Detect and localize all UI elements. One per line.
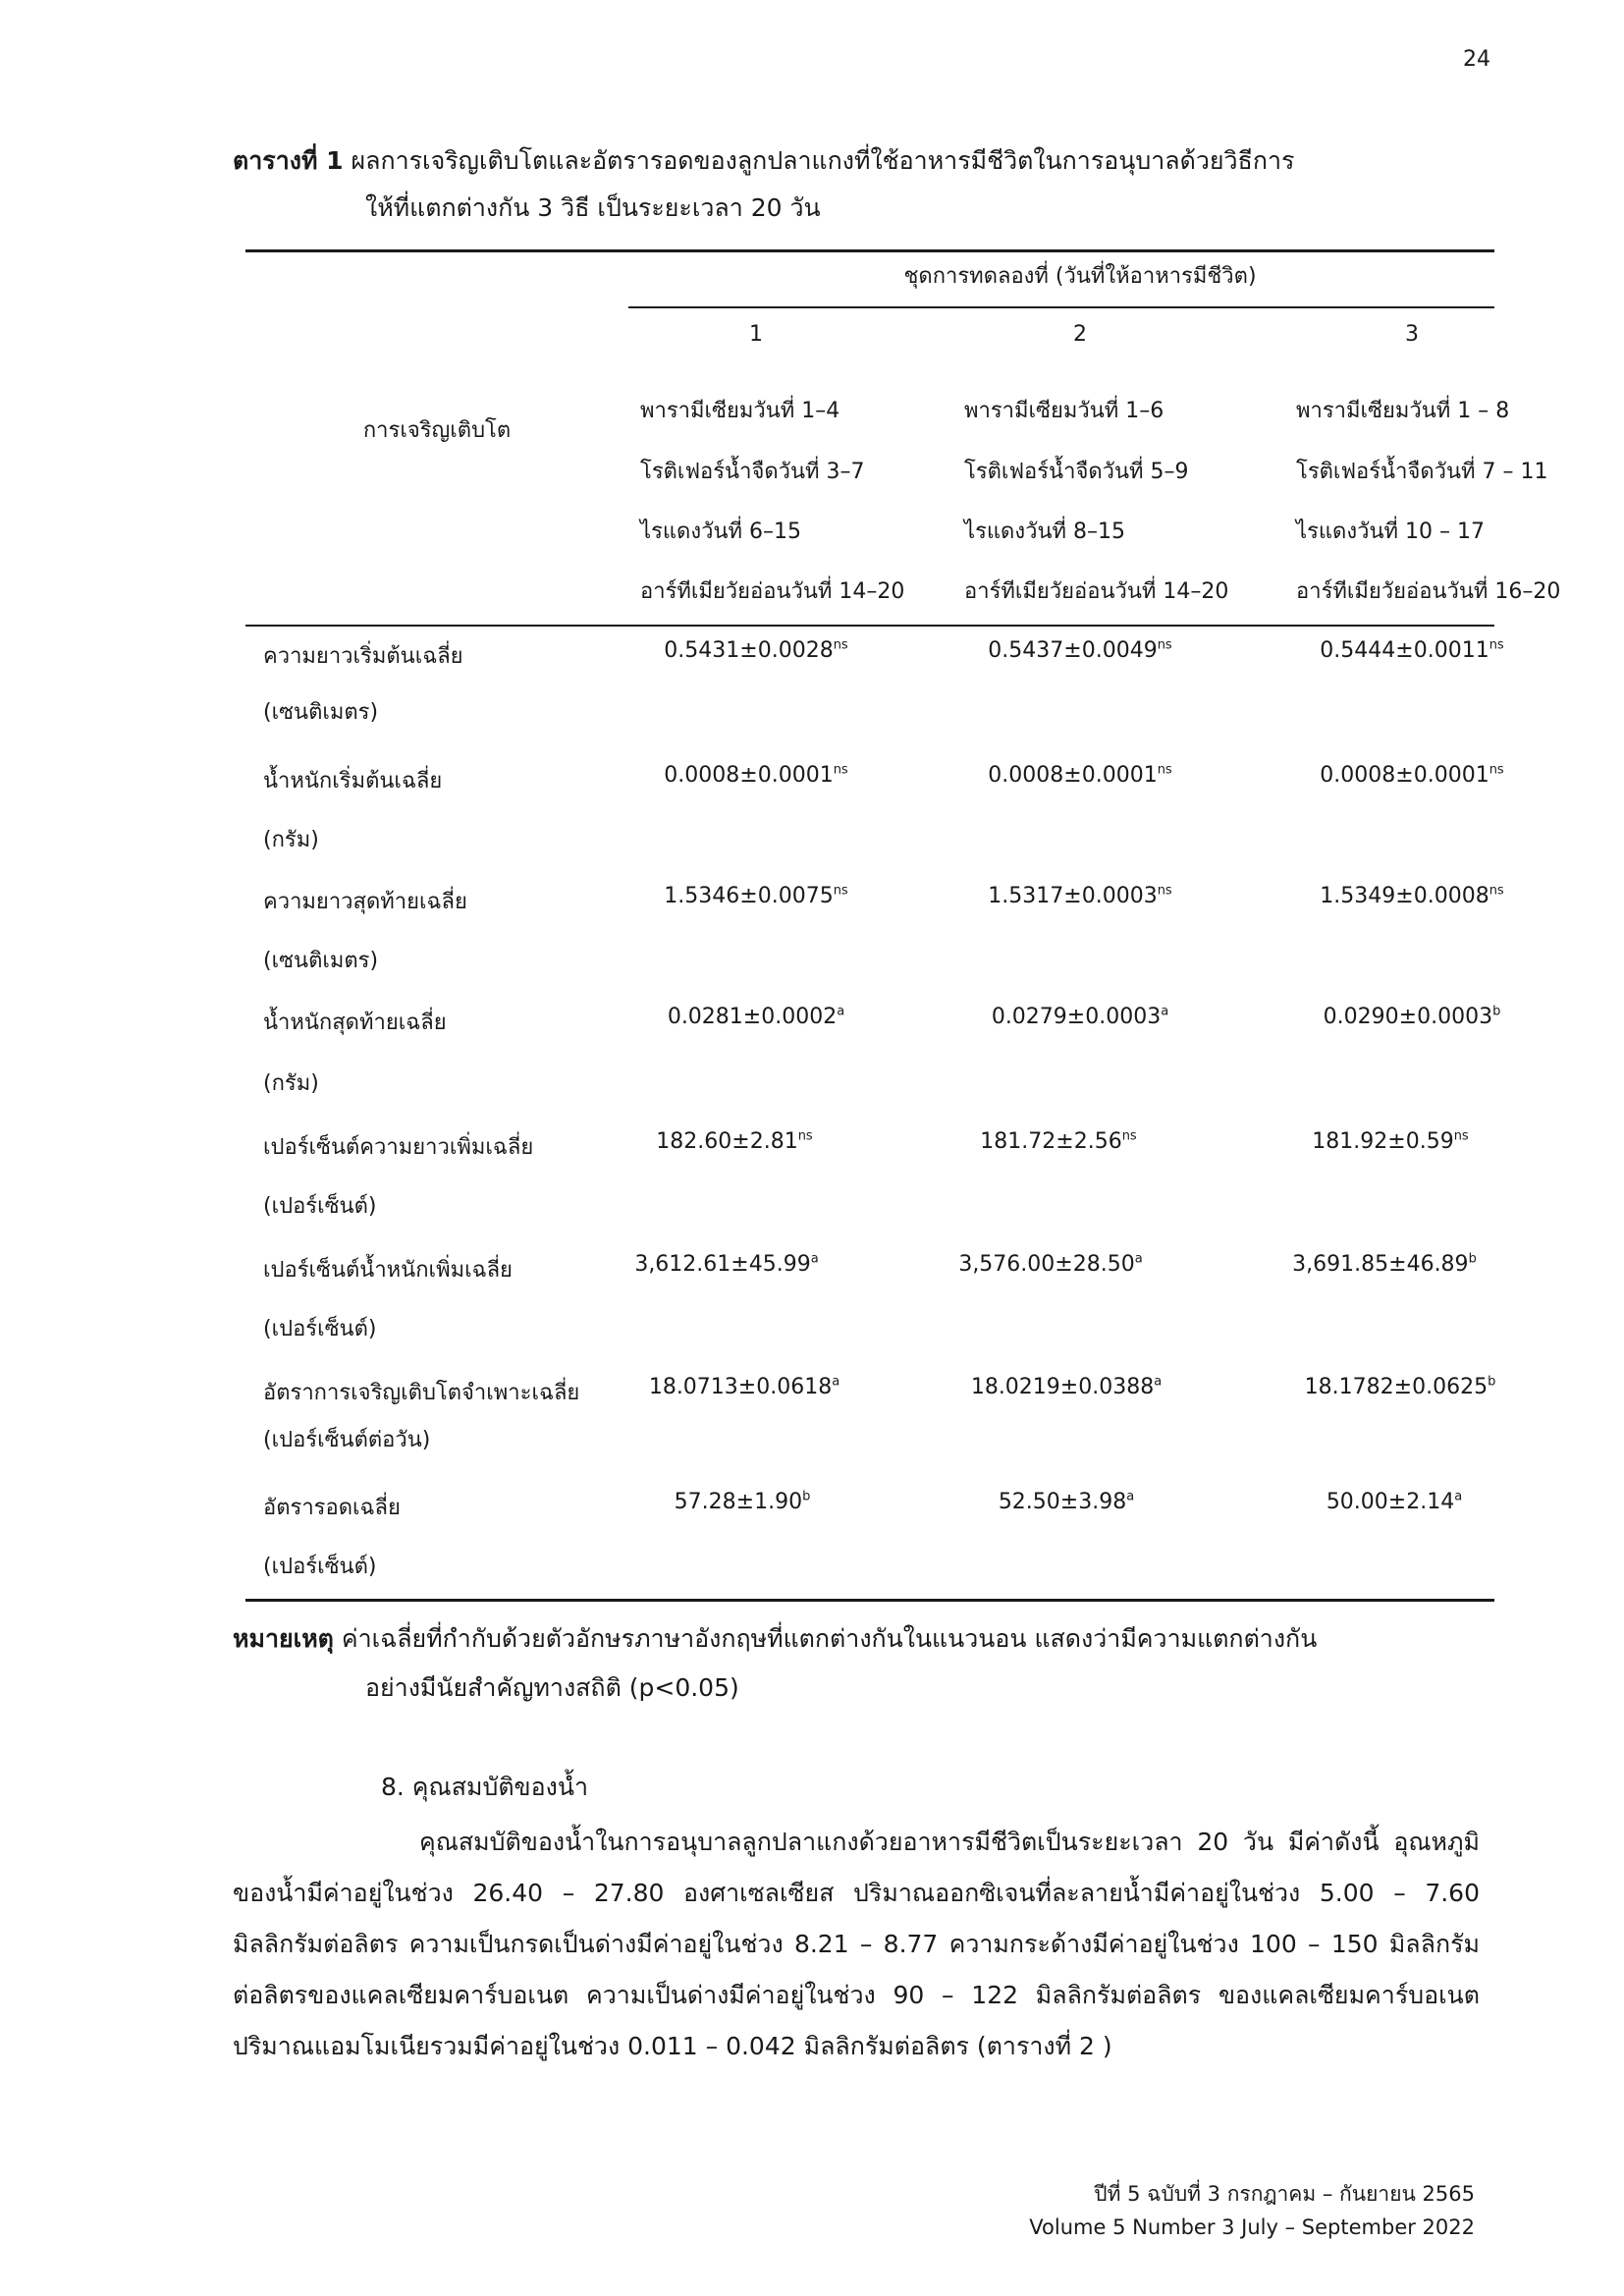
row-label: เปอร์เซ็นต์น้ำหนักเพิ่มเฉลี่ย bbox=[263, 1258, 513, 1283]
value-cell: 18.1782±0.0625$^b$ bbox=[1304, 1374, 1496, 1399]
note-line1: ค่าเฉลี่ยที่กำกับด้วยตัวอักษรภาษาอังกฤษที่แตกต่างกันในแนวนอน แสดงว่ามีความแตกต่างกัน bbox=[341, 1624, 1318, 1653]
table-note bbox=[233, 1614, 1317, 1713]
caption-line2: ให้ที่แตกต่างกัน 3 วิธี เป็นระยะเวลา 20 วัน bbox=[365, 193, 821, 222]
schedule-1-3: ไรแดงวันที่ 6–15 bbox=[640, 519, 801, 544]
value-cell: 18.0219±0.0388$^a$ bbox=[970, 1374, 1163, 1399]
group-header: ชุดการทดลองที่ (วันที่ให้อาหารมีชีวิต) bbox=[903, 264, 1257, 289]
value-cell: 18.0713±0.0618$^a$ bbox=[648, 1374, 840, 1399]
value-cell: 0.0279±0.0003$^a$ bbox=[991, 1004, 1169, 1029]
row-unit: (เซนติเมตร) bbox=[263, 700, 379, 725]
row-label: อัตราการเจริญเติบโตจำเพาะเฉลี่ย bbox=[263, 1381, 580, 1405]
schedule-3-3: ไรแดงวันที่ 10 – 17 bbox=[1296, 519, 1485, 544]
value-cell: 50.00±2.14$^a$ bbox=[1326, 1489, 1463, 1514]
table-caption bbox=[233, 137, 1431, 232]
value-cell: 0.0281±0.0002$^a$ bbox=[667, 1004, 845, 1029]
column-number-1: 1 bbox=[749, 322, 763, 347]
row-label: น้ำหนักเริ่มต้นเฉลี่ย bbox=[263, 769, 443, 793]
row-unit: (เปอร์เซ็นต์) bbox=[263, 1194, 377, 1219]
table-bottom-rule bbox=[245, 1599, 1494, 1602]
caption-line1: ผลการเจริญเติบโตและอัตรารอดของลูกปลาแกงที่ใช้อาหารมีชีวิตในการอนุบาลด้วยวิธีการ bbox=[351, 146, 1295, 175]
value-cell: $1.5346\pm 0.0075^{ns}$ bbox=[664, 883, 848, 908]
value-cell: $1.5317\pm 0.0003^{ns}$ bbox=[988, 883, 1172, 908]
row-unit: (กรัม) bbox=[263, 1071, 319, 1096]
footer-english: Volume 5 Number 3 July – September 2022 bbox=[1029, 2215, 1475, 2239]
value-cell: $0.0008\pm 0.0001^{ns}$ bbox=[664, 762, 848, 788]
group-header-rule bbox=[628, 306, 1494, 308]
value-cell: $0.5431\pm 0.0028^{ns}$ bbox=[664, 637, 848, 663]
row-unit: (เปอร์เซ็นต์ต่อวัน) bbox=[263, 1428, 431, 1452]
row-unit: (เปอร์เซ็นต์) bbox=[263, 1317, 377, 1341]
schedule-2-1: พารามีเซียมวันที่ 1–6 bbox=[964, 399, 1164, 423]
note-label: หมายเหตุ bbox=[233, 1624, 334, 1653]
schedule-3-4: อาร์ทีเมียวัยอ่อนวันที่ 16–20 bbox=[1296, 579, 1561, 604]
schedule-1-2: โรติเฟอร์น้ำจืดวันที่ 3–7 bbox=[640, 460, 865, 484]
table-top-rule bbox=[245, 249, 1494, 252]
value-cell: 3,576.00±28.50$^a$ bbox=[958, 1251, 1143, 1277]
value-cell: $181.92\pm 0.59^{ns}$ bbox=[1312, 1128, 1469, 1154]
value-cell: $1.5349\pm 0.0008^{ns}$ bbox=[1320, 883, 1504, 908]
section-title: 8. คุณสมบัติของน้ำ bbox=[381, 1773, 588, 1801]
schedule-2-3: ไรแดงวันที่ 8–15 bbox=[964, 519, 1125, 544]
schedule-1-1: พารามีเซียมวันที่ 1–4 bbox=[640, 399, 840, 423]
row-unit: (เซนติเมตร) bbox=[263, 949, 379, 973]
row-label: ความยาวสุดท้ายเฉลี่ย bbox=[263, 890, 467, 914]
value-cell: 57.28±1.90$^b$ bbox=[674, 1489, 811, 1514]
section-paragraph: คุณสมบัติของน้ำในการอนุบาลลูกปลาแกงด้วยอาหารมีชีวิตเป็นระยะเวลา 20 วัน มีค่าดังนี้ อุณหภูมิของน้ำมีค่าอยู่ในช่วง 26.40 – 27.80 องศาเซลเซียส ปริมาณออกซิเจนที่ละลายน้ำมีค่าอยู่ในช่วง 5.00 – 7.60 มิลลิกรัมต่อลิตร ความเป็นกรดเป็นด่างมีค่าอยู่ในช่วง 8.21 – 8.77 ความกระด้างมีค่าอยู่ในช่วง 100 – 150 มิลลิกรัมต่อลิตรของแคลเซียมคาร์บอเนต ความเป็นด่างมีค่าอยู่ในช่วง 90 – 122 มิลลิกรัมต่อลิตร ของแคลเซียมคาร์บอเนต ปริมาณแอมโมเนียรวมมีค่าอยู่ในช่วง 0.011 – 0.042 มิลลิกรัมต่อลิตร (ตารางที่ 2 ) bbox=[233, 1828, 1480, 2060]
value-cell: $181.72\pm 2.56^{ns}$ bbox=[980, 1128, 1137, 1154]
value-cell: $182.60\pm 2.81^{ns}$ bbox=[656, 1128, 813, 1154]
footer-thai: ปีที่ 5 ฉบับที่ 3 กรกฎาคม – กันยายน 2565 bbox=[1094, 2182, 1475, 2206]
schedule-3-2: โรติเฟอร์น้ำจืดวันที่ 7 – 11 bbox=[1296, 460, 1548, 484]
value-cell: 52.50±3.98$^a$ bbox=[998, 1489, 1135, 1514]
schedule-2-4: อาร์ทีเมียวัยอ่อนวันที่ 14–20 bbox=[964, 579, 1229, 604]
value-cell: 3,612.61±45.99$^a$ bbox=[634, 1251, 819, 1277]
row-label: เปอร์เซ็นต์ความยาวเพิ่มเฉลี่ย bbox=[263, 1135, 534, 1160]
page-number: 24 bbox=[1463, 47, 1490, 72]
value-cell: $0.0008\pm 0.0001^{ns}$ bbox=[1320, 762, 1504, 788]
caption-label: ตารางที่ 1 bbox=[233, 146, 344, 175]
row-label: น้ำหนักสุดท้ายเฉลี่ย bbox=[263, 1011, 447, 1035]
schedule-1-4: อาร์ทีเมียวัยอ่อนวันที่ 14–20 bbox=[640, 579, 905, 604]
value-cell: $0.0008\pm 0.0001^{ns}$ bbox=[988, 762, 1172, 788]
header-bottom-rule bbox=[245, 625, 1494, 627]
value-cell: 0.0290±0.0003$^b$ bbox=[1323, 1004, 1501, 1029]
row-unit: (เปอร์เซ็นต์) bbox=[263, 1555, 377, 1579]
value-cell: $0.5444\pm 0.0011^{ns}$ bbox=[1320, 637, 1504, 663]
schedule-2-2: โรติเฟอร์น้ำจืดวันที่ 5–9 bbox=[964, 460, 1189, 484]
column-number-3: 3 bbox=[1405, 322, 1419, 347]
row-label: อัตรารอดเฉลี่ย bbox=[263, 1496, 401, 1520]
schedule-3-1: พารามีเซียมวันที่ 1 – 8 bbox=[1296, 399, 1510, 423]
row-label: ความยาวเริ่มต้นเฉลี่ย bbox=[263, 644, 463, 669]
value-cell: 3,691.85±46.89$^b$ bbox=[1292, 1251, 1477, 1277]
row-unit: (กรัม) bbox=[263, 828, 319, 852]
column-number-2: 2 bbox=[1073, 322, 1087, 347]
value-cell: $0.5437\pm 0.0049^{ns}$ bbox=[988, 637, 1172, 663]
row-header: การเจริญเติบโต bbox=[362, 418, 512, 443]
note-line2: อย่างมีนัยสำคัญทางสถิติ (p<0.05) bbox=[365, 1673, 739, 1702]
